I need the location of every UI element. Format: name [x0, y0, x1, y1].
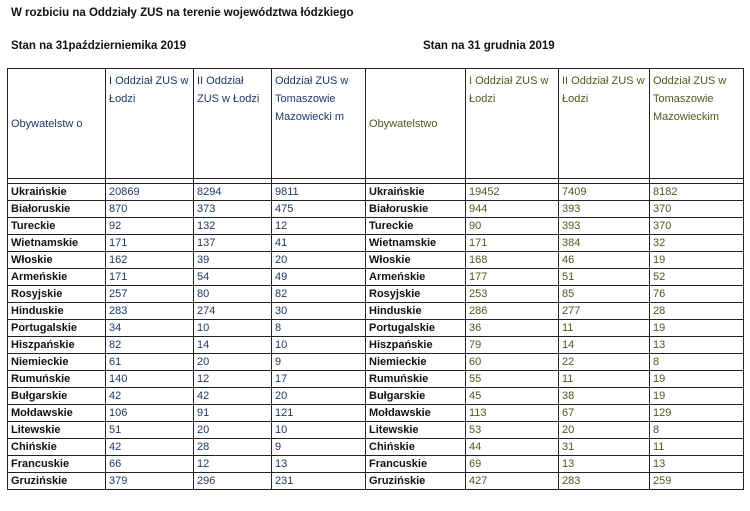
count-cell: 32 — [650, 235, 744, 252]
count-cell: 19452 — [466, 184, 559, 201]
count-cell: 121 — [272, 405, 366, 422]
count-cell: 36 — [466, 320, 559, 337]
header-branch-tomaszow: Oddział ZUS w Tomaszowie Mazowiecki m — [272, 69, 366, 179]
citizenship-cell: Wietnamskie — [366, 235, 466, 252]
table-row — [366, 184, 744, 201]
citizenship-cell: Hiszpańskie — [366, 337, 466, 354]
left-date-label: Stan na 31październiemika 2019 — [11, 40, 187, 52]
citizenship-cell: Rosyjskie — [366, 286, 466, 303]
header-branch-2-lodz: II Oddział ZUS w Łodzi — [559, 69, 650, 179]
header-branch-1-lodz: I Oddział ZUS w Łodzi — [466, 69, 559, 179]
table-row — [366, 252, 744, 269]
table-row — [366, 456, 744, 473]
citizenship-cell: Niemieckie — [8, 354, 106, 371]
count-cell: 54 — [194, 269, 272, 286]
right-table — [365, 68, 744, 490]
count-cell: 42 — [194, 388, 272, 405]
count-cell: 11 — [559, 371, 650, 388]
count-cell: 19 — [650, 388, 744, 405]
table-row — [8, 269, 366, 286]
citizenship-cell: Hinduskie — [366, 303, 466, 320]
table-row — [8, 388, 366, 405]
citizenship-cell: Gruzińskie — [8, 473, 106, 490]
table-row — [366, 286, 744, 303]
count-cell: 12 — [194, 456, 272, 473]
count-cell: 13 — [559, 456, 650, 473]
table-row — [8, 405, 366, 422]
count-cell: 11 — [559, 320, 650, 337]
citizenship-cell: Litewskie — [366, 422, 466, 439]
count-cell: 42 — [106, 388, 194, 405]
citizenship-cell: Armeńskie — [366, 269, 466, 286]
table-row — [366, 473, 744, 490]
citizenship-cell: Włoskie — [8, 252, 106, 269]
count-cell: 171 — [106, 269, 194, 286]
count-cell: 69 — [466, 456, 559, 473]
count-cell: 14 — [194, 337, 272, 354]
header-branch-tomaszow: Oddział ZUS w Tomaszowie Mazowieckim — [650, 69, 744, 179]
count-cell: 20 — [272, 252, 366, 269]
count-cell: 296 — [194, 473, 272, 490]
citizenship-cell: Białoruskie — [8, 201, 106, 218]
table-row — [366, 439, 744, 456]
count-cell: 10 — [194, 320, 272, 337]
citizenship-cell: Chińskie — [366, 439, 466, 456]
table-row — [8, 354, 366, 371]
count-cell: 20 — [194, 422, 272, 439]
count-cell: 13 — [650, 337, 744, 354]
count-cell: 277 — [559, 303, 650, 320]
table-row — [8, 303, 366, 320]
page-title: W rozbiciu na Oddziały ZUS na terenie województwa łódzkiego — [11, 7, 354, 19]
table-row — [366, 371, 744, 388]
table-row — [366, 354, 744, 371]
header-row — [366, 69, 744, 179]
count-cell: 13 — [272, 456, 366, 473]
count-cell: 42 — [106, 439, 194, 456]
count-cell: 7409 — [559, 184, 650, 201]
table-row — [366, 405, 744, 422]
table-row — [366, 235, 744, 252]
count-cell: 90 — [466, 218, 559, 235]
count-cell: 85 — [559, 286, 650, 303]
table-row — [8, 439, 366, 456]
count-cell: 41 — [272, 235, 366, 252]
count-cell: 370 — [650, 218, 744, 235]
count-cell: 19 — [650, 371, 744, 388]
count-cell: 17 — [272, 371, 366, 388]
count-cell: 140 — [106, 371, 194, 388]
count-cell: 168 — [466, 252, 559, 269]
count-cell: 257 — [106, 286, 194, 303]
count-cell: 39 — [194, 252, 272, 269]
count-cell: 12 — [194, 371, 272, 388]
right-table-body — [366, 184, 744, 490]
citizenship-cell: Białoruskie — [366, 201, 466, 218]
count-cell: 9811 — [272, 184, 366, 201]
count-cell: 20 — [559, 422, 650, 439]
count-cell: 38 — [559, 388, 650, 405]
count-cell: 10 — [272, 337, 366, 354]
count-cell: 20869 — [106, 184, 194, 201]
count-cell: 393 — [559, 201, 650, 218]
citizenship-cell: Rumuńskie — [8, 371, 106, 388]
citizenship-cell: Niemieckie — [366, 354, 466, 371]
table-row — [366, 218, 744, 235]
citizenship-cell: Francuskie — [366, 456, 466, 473]
table-row — [366, 201, 744, 218]
citizenship-cell: Portugalskie — [366, 320, 466, 337]
table-row — [8, 252, 366, 269]
left-table-body — [8, 184, 366, 490]
count-cell: 45 — [466, 388, 559, 405]
table-row — [366, 269, 744, 286]
count-cell: 171 — [106, 235, 194, 252]
count-cell: 92 — [106, 218, 194, 235]
count-cell: 393 — [559, 218, 650, 235]
count-cell: 14 — [559, 337, 650, 354]
count-cell: 20 — [272, 388, 366, 405]
count-cell: 384 — [559, 235, 650, 252]
count-cell: 13 — [650, 456, 744, 473]
citizenship-cell: Gruzińskie — [366, 473, 466, 490]
count-cell: 60 — [466, 354, 559, 371]
table-row — [366, 337, 744, 354]
count-cell: 870 — [106, 201, 194, 218]
count-cell: 82 — [106, 337, 194, 354]
table-row — [366, 422, 744, 439]
table-row — [8, 201, 366, 218]
table-row — [366, 303, 744, 320]
count-cell: 46 — [559, 252, 650, 269]
count-cell: 8294 — [194, 184, 272, 201]
count-cell: 253 — [466, 286, 559, 303]
count-cell: 231 — [272, 473, 366, 490]
left-table — [7, 68, 366, 490]
citizenship-cell: Rumuńskie — [366, 371, 466, 388]
count-cell: 12 — [272, 218, 366, 235]
citizenship-cell: Hiszpańskie — [8, 337, 106, 354]
count-cell: 8 — [272, 320, 366, 337]
header-row — [8, 69, 366, 179]
citizenship-cell: Włoskie — [366, 252, 466, 269]
count-cell: 22 — [559, 354, 650, 371]
count-cell: 44 — [466, 439, 559, 456]
count-cell: 274 — [194, 303, 272, 320]
count-cell: 259 — [650, 473, 744, 490]
count-cell: 283 — [559, 473, 650, 490]
count-cell: 30 — [272, 303, 366, 320]
count-cell: 283 — [106, 303, 194, 320]
citizenship-cell: Hinduskie — [8, 303, 106, 320]
count-cell: 19 — [650, 252, 744, 269]
count-cell: 162 — [106, 252, 194, 269]
count-cell: 113 — [466, 405, 559, 422]
citizenship-cell: Rosyjskie — [8, 286, 106, 303]
citizenship-cell: Bułgarskie — [366, 388, 466, 405]
count-cell: 9 — [272, 439, 366, 456]
count-cell: 373 — [194, 201, 272, 218]
count-cell: 67 — [559, 405, 650, 422]
count-cell: 79 — [466, 337, 559, 354]
table-row — [8, 371, 366, 388]
citizenship-cell: Tureckie — [8, 218, 106, 235]
header-branch-2-lodz: II Oddział ZUS w Łodzi — [194, 69, 272, 179]
count-cell: 61 — [106, 354, 194, 371]
count-cell: 82 — [272, 286, 366, 303]
citizenship-cell: Francuskie — [8, 456, 106, 473]
citizenship-cell: Armeńskie — [8, 269, 106, 286]
count-cell: 51 — [106, 422, 194, 439]
count-cell: 28 — [650, 303, 744, 320]
header-branch-1-lodz: I Oddział ZUS w Łodzi — [106, 69, 194, 179]
count-cell: 49 — [272, 269, 366, 286]
count-cell: 132 — [194, 218, 272, 235]
count-cell: 944 — [466, 201, 559, 218]
citizenship-cell: Bułgarskie — [8, 388, 106, 405]
count-cell: 177 — [466, 269, 559, 286]
table-row — [8, 184, 366, 201]
count-cell: 8 — [650, 422, 744, 439]
count-cell: 137 — [194, 235, 272, 252]
citizenship-cell: Litewskie — [8, 422, 106, 439]
citizenship-cell: Ukraińskie — [366, 184, 466, 201]
count-cell: 129 — [650, 405, 744, 422]
count-cell: 52 — [650, 269, 744, 286]
count-cell: 66 — [106, 456, 194, 473]
table-row — [8, 218, 366, 235]
count-cell: 106 — [106, 405, 194, 422]
table-row — [8, 235, 366, 252]
right-date-label: Stan na 31 grudnia 2019 — [423, 40, 555, 52]
count-cell: 91 — [194, 405, 272, 422]
table-row — [8, 337, 366, 354]
table-row — [366, 320, 744, 337]
count-cell: 20 — [194, 354, 272, 371]
table-row — [8, 422, 366, 439]
count-cell: 427 — [466, 473, 559, 490]
citizenship-cell: Tureckie — [366, 218, 466, 235]
citizenship-cell: Mołdawskie — [8, 405, 106, 422]
count-cell: 51 — [559, 269, 650, 286]
count-cell: 53 — [466, 422, 559, 439]
count-cell: 379 — [106, 473, 194, 490]
count-cell: 76 — [650, 286, 744, 303]
count-cell: 286 — [466, 303, 559, 320]
count-cell: 10 — [272, 422, 366, 439]
count-cell: 55 — [466, 371, 559, 388]
table-row — [366, 388, 744, 405]
table-row — [8, 456, 366, 473]
count-cell: 171 — [466, 235, 559, 252]
header-citizenship: Obywatelstwo — [366, 69, 466, 179]
count-cell: 19 — [650, 320, 744, 337]
count-cell: 370 — [650, 201, 744, 218]
table-row — [8, 473, 366, 490]
count-cell: 28 — [194, 439, 272, 456]
count-cell: 8182 — [650, 184, 744, 201]
count-cell: 475 — [272, 201, 366, 218]
count-cell: 8 — [650, 354, 744, 371]
citizenship-cell: Ukraińskie — [8, 184, 106, 201]
citizenship-cell: Mołdawskie — [366, 405, 466, 422]
header-citizenship: Obywatelstw o — [8, 69, 106, 179]
citizenship-cell: Chińskie — [8, 439, 106, 456]
table-row — [8, 286, 366, 303]
count-cell: 34 — [106, 320, 194, 337]
citizenship-cell: Portugalskie — [8, 320, 106, 337]
count-cell: 11 — [650, 439, 744, 456]
table-row — [8, 320, 366, 337]
count-cell: 9 — [272, 354, 366, 371]
count-cell: 80 — [194, 286, 272, 303]
citizenship-cell: Wietnamskie — [8, 235, 106, 252]
count-cell: 31 — [559, 439, 650, 456]
